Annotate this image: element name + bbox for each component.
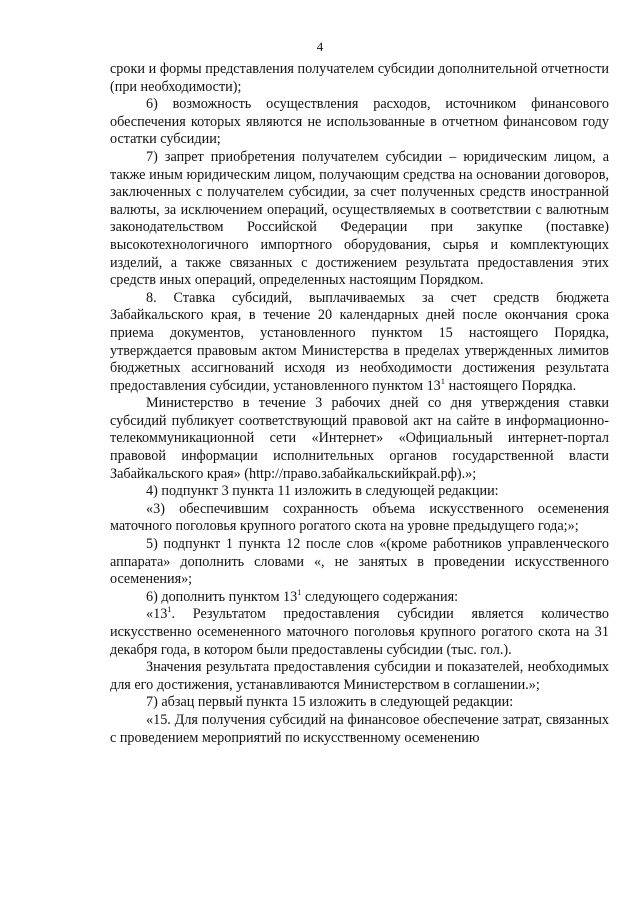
paragraph-item-8-subsidy-rate xyxy=(110,290,609,396)
paragraph-text: 6) дополнить пунктом 13 xyxy=(146,588,298,605)
document-body xyxy=(110,61,609,747)
paragraph-result-values: Значения результата предоставления субсидии и показателей, необходимых для его достижения, устанавливаются Министерством в соглашении.»; xyxy=(110,659,609,693)
superscript: 1 xyxy=(297,586,302,597)
superscript: 1 xyxy=(440,375,446,386)
paragraph-text-after: настоящего Порядка. xyxy=(445,377,577,394)
paragraph-text: «13 xyxy=(146,606,168,623)
paragraph-subitem-3-text: «3) обеспечившим сохранность объема искусственного осеменения маточного поголовья крупного рогатого скота на уровне предыдущего года;»; xyxy=(110,500,609,535)
paragraph-text: 8. Ставка субсидий, выплачиваемых за счет средств бюджета Забайкальского края, в течение 20 календарных дней после окончания срока приема документов, установленного пунктом 15 настоящего Порядка, утверждается правовым актом Министерства в пределах утвержденных лимитов бюджетных ассигнований исходя из необходимости достижения результата предоставления субсидии, установленного пунктом 13 xyxy=(110,289,609,394)
paragraph-text-after: следующего содержания: xyxy=(301,588,459,605)
paragraph-ministry-publication: Министерство в течение 3 рабочих дней со дня утверждения ставки субсидий публикует соответствующий правовой акт на сайте в информационно-телекоммуникационной сети «Интернет» «Официальный интернет-портал правовой информации исполнительных органов государственной власти Забайкальского края» (http://право.забайкальскийкрай.рф).»; xyxy=(110,395,609,482)
paragraph-text-after: . Результатом предоставления субсидии является количество искусственно осемененного маточного поголовья крупного рогатого скота на 31 декабря года, в котором были предоставлены субсидии (тыс. гол.). xyxy=(110,606,609,658)
paragraph-amendment-6 xyxy=(110,586,609,607)
paragraph-item-6-unused-balances: 6) возможность осуществления расходов, источником финансового обеспечения которых являются не использованные в отчетном финансовом году остатки субсидии; xyxy=(110,96,609,148)
paragraph-item-7-currency-ban: 7) запрет приобретения получателем субсидии – юридическим лицом, а также иным юридическим лицом, получающим средства на основании договоров, заключенных с получателем субсидии, за счет полученных средств иностранной валюты, за исключением операций, осуществляемых в соответствии с валютным законодательством Российской Федерации при закупке (поставке) высокотехнологичного импортного оборудования, сырья и комплектующих изделий, а также связанных с достижением результата предоставления этих средств иных операций, определенных настоящим Порядком. xyxy=(110,148,609,289)
paragraph-item-13-1-result xyxy=(110,606,609,659)
paragraph-amendment-5: 5) подпункт 1 пункта 12 после слов «(кроме работников управленческого аппарата» дополнить словами «, не занятых в проведении искусственного осеменения»; xyxy=(110,536,609,588)
paragraph-item-15-start: «15. Для получения субсидий на финансовое обеспечение затрат, связанных с проведением мероприятий по искусственному осеменению xyxy=(110,711,609,746)
paragraph-amendment-7: 7) абзац первый пункта 15 изложить в следующей редакции: xyxy=(146,694,514,711)
paragraph-reporting-deadlines: сроки и формы представления получателем субсидии дополнительной отчетности (при необходимости); xyxy=(110,61,609,95)
page-number: 4 xyxy=(316,39,324,54)
paragraph-amendment-4: 4) подпункт 3 пункта 11 изложить в следующей редакции: xyxy=(146,483,499,500)
superscript: 1 xyxy=(167,604,172,615)
